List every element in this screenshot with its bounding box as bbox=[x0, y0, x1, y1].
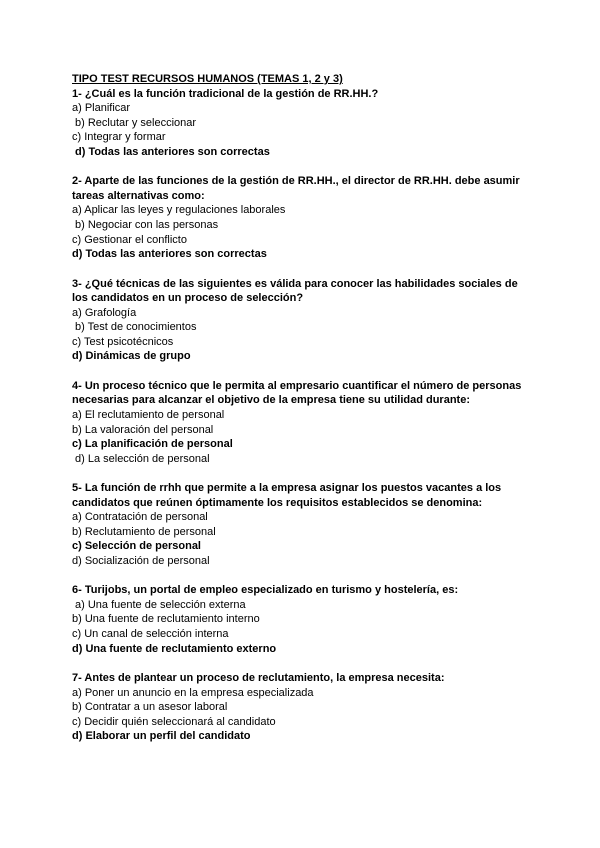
option-c-correct: c) Selección de personal bbox=[72, 540, 201, 553]
option-d-correct: d) Todas las anteriores son correctas bbox=[75, 145, 270, 158]
option-a: a) Planificar bbox=[72, 102, 131, 115]
option-b: b) La valoración del personal bbox=[72, 423, 214, 436]
question-text: 3- ¿Qué técnicas de las siguientes es válida para conocer las habilidades sociales de los candidatos en un proceso de selección? bbox=[72, 277, 518, 305]
option-d-correct: d) Todas las anteriores son correctas bbox=[72, 248, 267, 261]
option-a: a) Poner un anuncio en la empresa especializada bbox=[72, 686, 314, 699]
question-text: 2- Aparte de las funciones de la gestión de RR.HH., el director de RR.HH. debe asumir tareas alternativas como: bbox=[72, 175, 520, 202]
option-b: b) Una fuente de reclutamiento interno bbox=[72, 613, 260, 626]
option-d: d) Socialización de personal bbox=[72, 554, 210, 567]
option-b: b) Contratar a un asesor laboral bbox=[72, 701, 228, 714]
question-text: 4- Un proceso técnico que le permita al empresario cuantificar el número de personas necesarias para alcanzar el objetivo de la empresa tiene su utilidad durante: bbox=[72, 379, 522, 407]
option-a: a) El reclutamiento de personal bbox=[72, 408, 225, 421]
option-b: b) Reclutamiento de personal bbox=[72, 525, 216, 538]
question-text: 7- Antes de plantear un proceso de reclutamiento, la empresa necesita: bbox=[72, 671, 445, 684]
document-content bbox=[72, 72, 532, 759]
question-7 bbox=[72, 671, 532, 744]
option-c: c) Gestionar el conflicto bbox=[72, 233, 187, 246]
option-d-correct: d) Elaborar un perfil del candidato bbox=[72, 730, 251, 743]
question-6 bbox=[72, 583, 532, 656]
option-b: b) Reclutar y seleccionar bbox=[75, 116, 197, 129]
question-1 bbox=[72, 87, 532, 160]
question-4 bbox=[72, 379, 532, 467]
option-c: c) Test psicotécnicos bbox=[72, 335, 174, 348]
document-title: TIPO TEST RECURSOS HUMANOS (TEMAS 1, 2 y 3) bbox=[72, 73, 343, 85]
option-a: a) Una fuente de selección externa bbox=[75, 598, 246, 611]
question-5 bbox=[72, 481, 532, 569]
question-text: 5- La función de rrhh que permite a la empresa asignar los puestos vacantes a los candidatos que reúnen óptimamente los requisitos establecidos se denomina: bbox=[72, 482, 502, 509]
question-text: 1- ¿Cuál es la función tradicional de la gestión de RR.HH.? bbox=[72, 87, 379, 100]
option-d: d) La selección de personal bbox=[75, 452, 210, 465]
question-3 bbox=[72, 277, 532, 365]
question-text: 6- Turijobs, un portal de empleo especializado en turismo y hostelería, es: bbox=[72, 584, 459, 597]
option-a: a) Aplicar las leyes y regulaciones laborales bbox=[72, 204, 286, 217]
option-b: b) Negociar con las personas bbox=[75, 219, 219, 232]
option-a: a) Contratación de personal bbox=[72, 511, 208, 524]
option-d-correct: d) Una fuente de reclutamiento externo bbox=[72, 642, 277, 655]
option-c-correct: c) La planificación de personal bbox=[72, 438, 233, 451]
option-d-correct: d) Dinámicas de grupo bbox=[72, 350, 191, 363]
option-b: b) Test de conocimientos bbox=[75, 321, 197, 334]
option-c: c) Integrar y formar bbox=[72, 131, 166, 144]
option-a: a) Grafología bbox=[72, 306, 137, 319]
question-2 bbox=[72, 174, 532, 262]
option-c: c) Decidir quién seleccionará al candidato bbox=[72, 715, 276, 728]
option-c: c) Un canal de selección interna bbox=[72, 628, 229, 641]
